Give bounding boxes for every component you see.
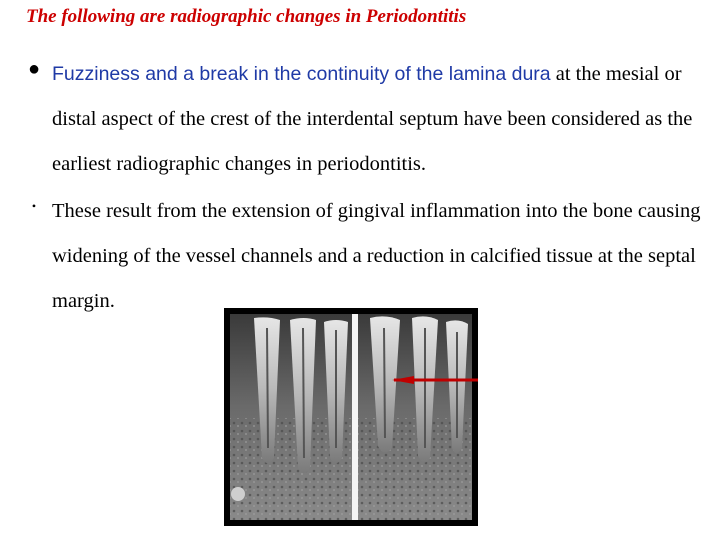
radiograph-image — [224, 308, 478, 526]
bullet-body-1: at the mesial or distal aspect of the crest of the interdental septum have been considered as the earliest radiographic changes in periodontitis. — [52, 63, 693, 175]
film-mark — [231, 487, 245, 501]
bullet-highlight-1: Fuzziness and a break in the continuity of the lamina dura — [52, 63, 551, 85]
bullet-marker-1: ● — [27, 58, 41, 80]
right-teeth — [370, 316, 468, 462]
left-teeth — [254, 317, 348, 473]
bullet-text-1 — [52, 52, 714, 187]
bullet-marker-2: • — [31, 199, 37, 213]
bullet-body-2: These result from the extension of gingival inflammation into the bone causing widening of the vessel channels and a reduction in calcified tissue at the septal margin. — [52, 200, 701, 312]
panel-divider — [352, 314, 358, 520]
bullet-text-2 — [52, 189, 714, 324]
page-title: The following are radiographic changes in Periodontitis — [26, 6, 467, 27]
radiograph-drawing — [224, 308, 478, 526]
